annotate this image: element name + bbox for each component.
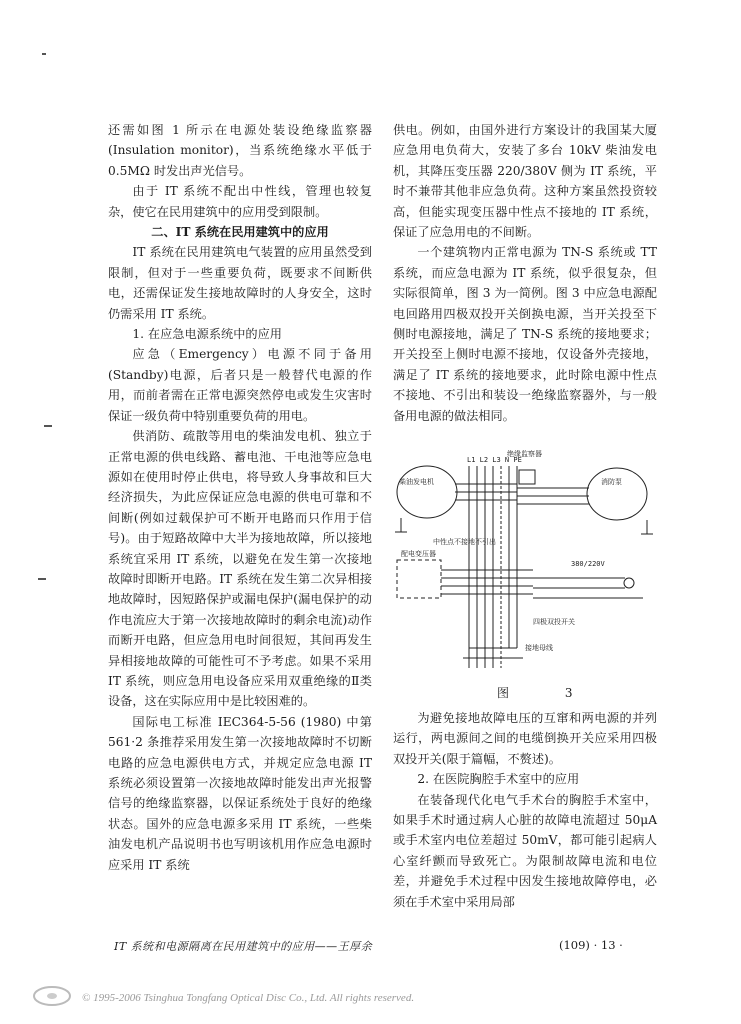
- switch-label: 四极双投开关: [533, 618, 575, 626]
- paragraph: 由于 IT 系统不配出中性线，管理也较复杂，使它在民用建筑中的应用受到限制。: [108, 184, 372, 219]
- transformer-label: 配电变压器: [401, 550, 436, 558]
- section-heading: 二、IT 系统在民用建筑中的应用: [151, 225, 329, 240]
- bus-labels: L1 L2 L3 N PE: [467, 456, 522, 464]
- figure-caption: 图 3: [497, 686, 599, 700]
- figure-3: [393, 448, 657, 692]
- right-column-bottom: [393, 708, 657, 912]
- monitor-label: 绝缘监察器: [507, 450, 542, 458]
- subsection-heading: 1. 在应急电源系统中的应用: [132, 327, 282, 342]
- paragraph: 为避免接地故障电压的互窜和两电源的并列运行，两电源间之间的电缆倒换开关应采用四极双投开关(限于篇幅，不赘述)。: [393, 711, 657, 766]
- margin-mark: [44, 425, 52, 427]
- paragraph: 一个建筑物内正常电源为 TN-S 系统或 TT 系统，而应急电源为 IT 系统，似乎很复杂，但实际很简单，图 3 为一简例。图 3 中应急电源配电回路用四极双投开关倒换电源，当开关投至下侧时电源接地，满足了 TN-S 系统的接地要求；开关投至上侧时电源不接地，仅设备外壳接地，满足了 IT 系统的接地要求，此时除电源中性点不接地、不引出和装设一绝缘监察器外，与一般备用电源的做法相同。: [393, 245, 657, 423]
- copyright-notice: © 1995-2006 Tsinghua Tongfang Optical Disc Co., Ltd. All rights reserved.: [82, 992, 415, 1004]
- paragraph: 在装备现代化电气手术台的胸腔手术室中，如果手术时通过病人心脏的故障电流超过 50μA 或手术室内电位差超过 50mV，都可能引起病人心室纤颤而导致死亡。为限制故障电流和电位差，并避免手术过程中因发生接地故障停电，必须在手术室中采用局部: [393, 792, 657, 909]
- paragraph: 国际电工标准 IEC364-5-56 (1980) 中第 561·2 条推荐采用发生第一次接地故障时不切断电路的应急电源供电方式，并规定应急电源 IT 系统必须设置第一次接地故障时能发出声光报警信号的绝缘监察器，以保证系统处于良好的绝缘状态。国外的应急电源多采用 IT 系统，一些柴油发电机产品说明书也写明该机用作应急电源时应采用 IT 系统: [108, 714, 372, 872]
- subsection-heading: 2. 在医院胸腔手术室中的应用: [417, 772, 580, 787]
- running-footer-title: IT 系统和电源隔离在民用建筑中的应用——王厚余: [114, 940, 373, 953]
- paragraph: 供消防、疏散等用电的柴油发电机、独立于正常电源的供电线路、蓄电池、干电池等应急电源如在使用时停止供电，将导致人身事故和巨大经济损失，为此应保证应急电源的供电可靠和不间断(例如过载保护可不断开电路而只作用于信号)。由于短路故障中大半为接地故障，所以接地系统宜采用 IT 系统，以避免在发生第一次接地故障时即断开电路。IT 系统在发生第二次异相接地故障时，因短路保护或漏电保护(漏电保护的动作电流应大于第一次接地故障时的剩余电流)动作而断开电路，但应急用电时间很短，其间再发生异相接地故障的可能性可不予考虑。如果不采用 IT 系统，则应急用电设备应采用双重绝缘的Ⅱ类设备，这在实际应用中是比较困难的。: [108, 429, 372, 709]
- paragraph: 供电。例如，由国外进行方案设计的我国某大厦应急用电负荷大，安装了多台 10kV 柴油发电机，其降压变压器 220/380V 侧为 IT 系统，平时不兼带其他非应急负荷。这种方案虽然投资较高，但能实现变压器中性点不接地的 IT 系统，保证了应急用电的不间断。: [393, 123, 657, 240]
- earth-bar-label: 接地母线: [525, 644, 553, 652]
- paragraph: IT 系统在民用建筑电气装置的应用虽然受到限制，但对于一些重要负荷，既要求不间断供电，还需保证发生接地故障时的人身安全，这时仍需采用 IT 系统。: [108, 245, 372, 321]
- right-column-top: [393, 120, 657, 426]
- cd-logo-icon: [32, 985, 72, 1007]
- left-column: [108, 120, 372, 875]
- voltage-label: 380/220V: [571, 560, 605, 568]
- circuit-diagram: [393, 448, 657, 680]
- paragraph: 应急（Emergency）电源不同于备用(Standby)电源，后者只是一般替代电源的作用，而前者需在正常电源突然停电或发生灾害时保证一级负荷中特别重要负荷的用电。: [108, 347, 372, 423]
- generator-label: 柴油发电机: [399, 478, 434, 486]
- paragraph: 还需如图 1 所示在电源处装设绝缘监察器(Insulation monitor)，当系统绝缘水平低于 0.5MΩ 时发出声光信号。: [108, 123, 372, 178]
- margin-mark: [42, 53, 46, 55]
- motor-label: 消防泵: [601, 478, 622, 486]
- neutral-note: 中性点不接地不引出: [433, 538, 496, 546]
- page-number: (109) · 13 ·: [559, 938, 623, 952]
- margin-mark: [38, 578, 46, 580]
